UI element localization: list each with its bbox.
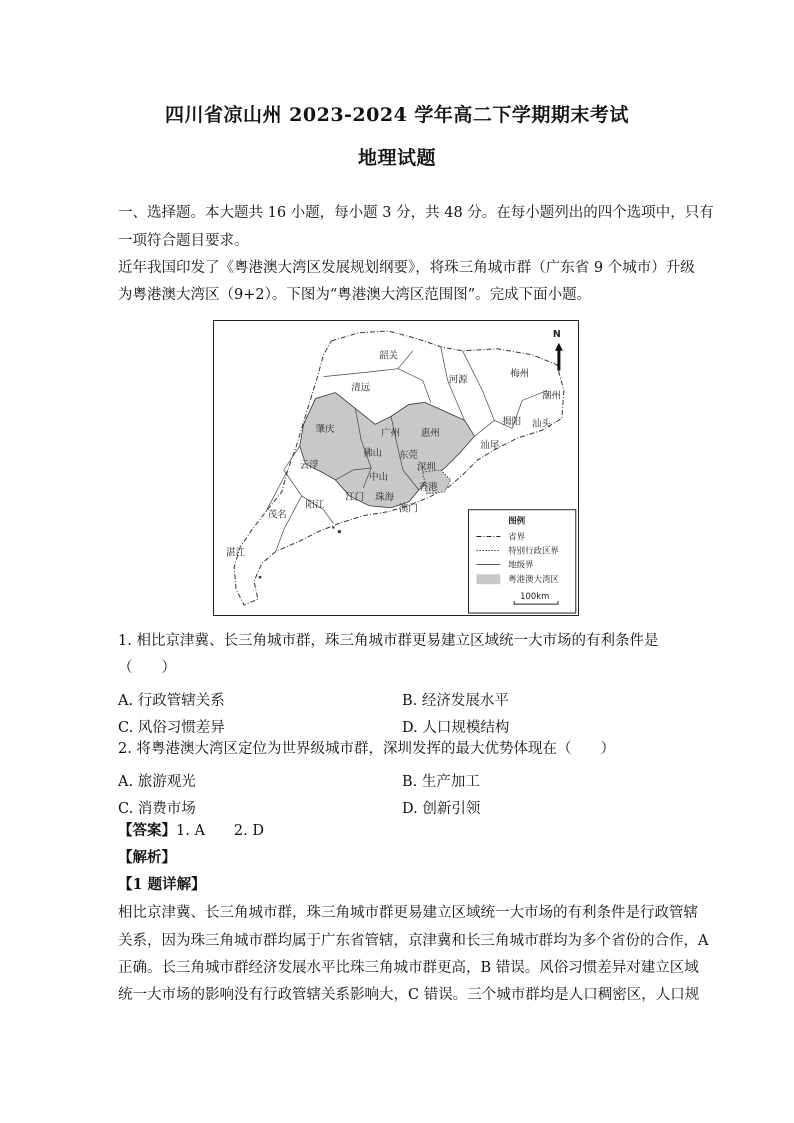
answer-line xyxy=(118,824,690,839)
north-arrow-icon xyxy=(555,343,563,371)
answer-value: 1. A 2. D xyxy=(176,823,264,839)
city-label: 韶关 xyxy=(379,350,398,362)
city-label: 湛江 xyxy=(226,547,245,559)
city-label: 清远 xyxy=(351,382,371,394)
q1-paren: （ ） xyxy=(118,660,176,676)
q2-option-d: D. 创新引领 xyxy=(402,801,481,817)
bay-area-map xyxy=(213,320,579,616)
q2-stem: 2. 将粤港澳大湾区定位为世界级城市群，深圳发挥的最大优势体现在（ ） xyxy=(118,741,615,757)
city-label: 揭阳 xyxy=(502,416,522,428)
legend-item: 省界 xyxy=(508,531,526,542)
city-label: 梅州 xyxy=(510,368,530,380)
q2-option-c: C. 消费市场 xyxy=(118,801,196,817)
answer-label: 【答案】 xyxy=(118,822,176,839)
city-label: 阳江 xyxy=(305,499,325,511)
detail-line-4: 统一大市场的影响没有行政管辖关系影响大，C 错误。三个城市群均是人口稠密区，人口规 xyxy=(118,987,700,1003)
city-label: 江门 xyxy=(345,491,365,503)
detail-line-1: 相比京津冀、长三角城市群，珠三角城市群更易建立区域统一大市场的有利条件是行政管辖 xyxy=(118,905,698,921)
city-label: 潮州 xyxy=(542,390,561,402)
detail-line-2: 关系，因为珠三角城市群均属于广东省管辖，京津冀和长三角城市群均为多个省份的合作，A xyxy=(118,933,709,949)
city-label: 云浮 xyxy=(299,460,319,471)
legend-item: 粤港澳大湾区 xyxy=(508,574,559,585)
city-label: 汕头 xyxy=(532,418,551,430)
legend-title: 图例 xyxy=(508,515,526,526)
section-intro-line-1: 一、选择题。本大题共 16 小题，每小题 3 分，共 48 分。在每小题列出的四个选项中，只有 xyxy=(118,205,714,221)
city-label: 汕尾 xyxy=(480,440,500,452)
legend-item: 特别行政区界 xyxy=(508,545,559,556)
city-label: 佛山 xyxy=(363,448,383,460)
q2-option-b: B. 生产加工 xyxy=(402,774,480,790)
q1-option-c: C. 风俗习惯差异 xyxy=(118,720,225,736)
legend-item: 地级界 xyxy=(508,559,534,570)
city-label: 澳门 xyxy=(398,503,418,515)
material-line-2: 为粤港澳大湾区（9+2）。下图为“粤港澳大湾区范围图”。完成下面小题。 xyxy=(118,287,592,303)
city-label: 河源 xyxy=(448,374,468,386)
q1-option-d: D. 人口规模结构 xyxy=(402,720,510,736)
section-intro-line-2: 一项符合题目要求。 xyxy=(118,233,249,249)
scale-label: 100km xyxy=(520,591,550,602)
detail-line-3: 正确。长三角城市群经济发展水平比珠三角城市群更高，B 错误。风俗习惯差异对建立区域 xyxy=(118,960,699,976)
city-label: 香港 xyxy=(418,481,438,493)
city-label: 肇庆 xyxy=(315,424,335,436)
map-legend xyxy=(469,510,576,613)
north-label: N xyxy=(552,328,561,340)
city-label: 东莞 xyxy=(398,450,418,462)
page-subtitle: 地理试题 xyxy=(357,147,436,169)
q1-stem: 1. 相比京津冀、长三角城市群，珠三角城市群更易建立区域统一大市场的有利条件是 xyxy=(118,633,659,649)
q1-option-a: A. 行政管辖关系 xyxy=(118,693,225,709)
city-label: 广州 xyxy=(381,428,400,440)
q2-option-a: A. 旅游观光 xyxy=(118,774,196,790)
city-label: 中山 xyxy=(369,471,389,483)
city-label: 深圳 xyxy=(416,461,436,473)
q1-option-b: B. 经济发展水平 xyxy=(402,693,509,709)
city-label: 珠海 xyxy=(375,491,394,503)
material-line-1: 近年我国印发了《粤港澳大湾区发展规划纲要》，将珠三角城市群（广东省 9 个城市）升级 xyxy=(118,260,695,276)
city-label: 惠州 xyxy=(420,428,440,440)
page-title: 四川省凉山州 2023-2024 学年高二下学期期末考试 xyxy=(165,104,629,126)
detail-label: 【1 题详解】 xyxy=(118,876,206,893)
analysis-label: 【解析】 xyxy=(118,849,176,866)
city-label: 茂名 xyxy=(267,509,287,521)
